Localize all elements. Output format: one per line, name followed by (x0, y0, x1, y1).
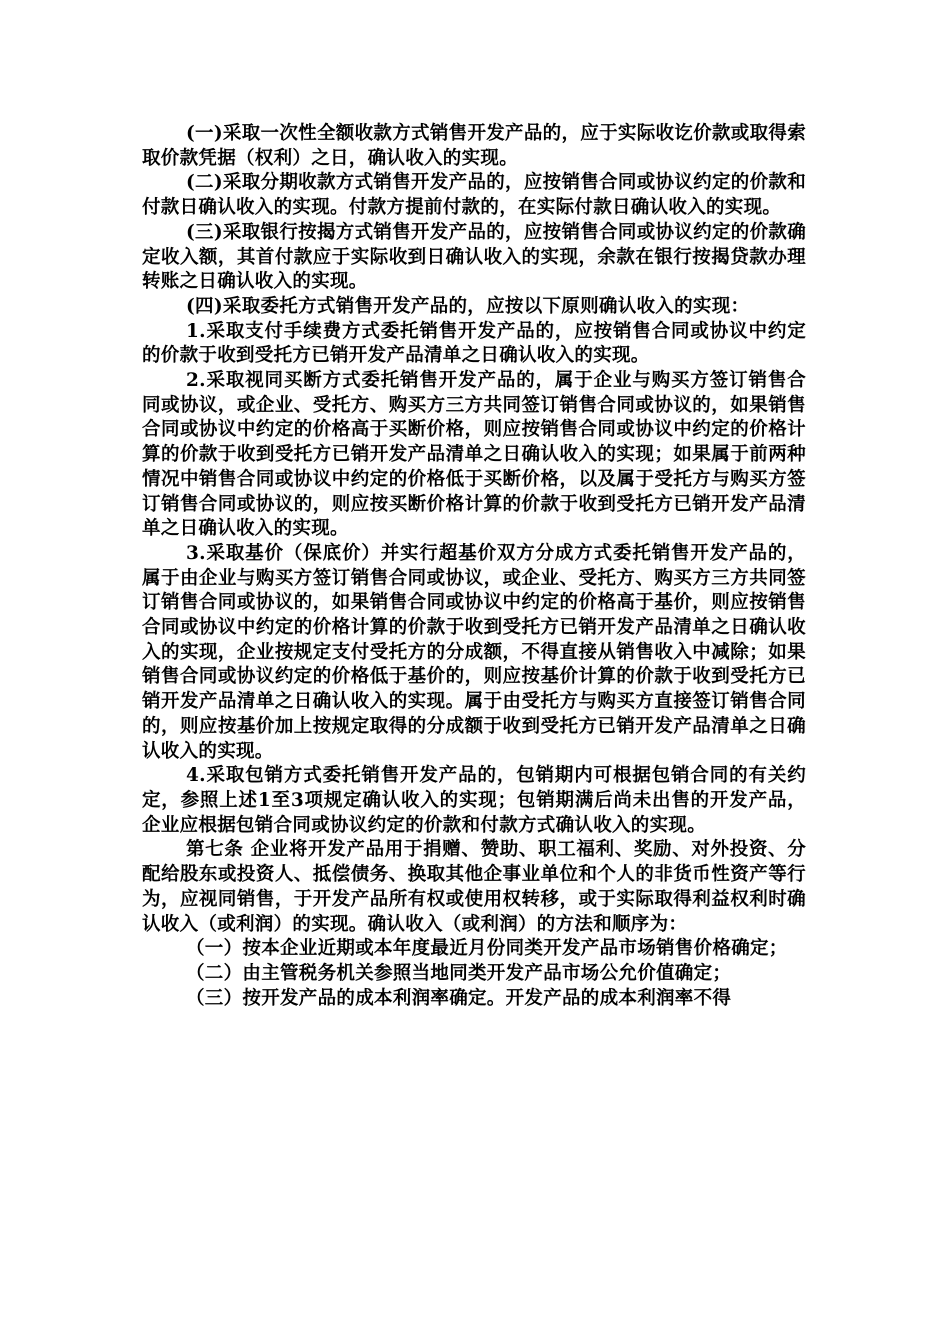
paragraph-consignment: (四)采取委托方式销售开发产品的，应按以下原则确认收入的实现： (186, 295, 750, 317)
paragraph-item-2: 2.采取视同买断方式委托销售开发产品的，属于企业与购买方签订销售合同或协议，或企业、受托方、购买方三方共同签订销售合同或协议的，如果销售合同或协议中约定的价格高于买断价格，则应按销售合同或协议中约定的价格计算的价款于收到受托方已销开发产品清单之日确认收入的实现；如果属于前两种情况中销售合同或协议中约定的价格低于买断价格，以及属于受托方与购买方签订销售合同或协议的，则应按买断价格计算的价款于收到受托方已销开发产品清单之日确认收入的实现。 (142, 370, 806, 540)
paragraph-item-4: 4.采取包销方式委托销售开发产品的，包销期内可根据包销合同的有关约定，参照上述1至3项规定确认收入的实现；包销期满后尚未出售的开发产品，企业应根据包销合同或协议约定的价款和付款方式确认收入的实现。 (142, 765, 806, 836)
document-body (142, 122, 806, 1011)
paragraph-item-3: 3.采取基价（保底价）并实行超基价双方分成方式委托销售开发产品的，属于由企业与购买方签订销售合同或协议，或企业、受托方、购买方三方共同签订销售合同或协议的，如果销售合同或协议中约定的价格高于基价，则应按销售合同或协议中约定的价格计算的价款于收到受托方已销开发产品清单之日确认收入的实现，企业按规定支付受托方的分成额，不得直接从销售收入中减除；如果销售合同或协议约定的价格低于基价的，则应按基价计算的价款于收到受托方已销开发产品清单之日确认收入的实现。属于由受托方与购买方直接签订销售合同的，则应按基价加上按规定取得的分成额于收到受托方已销开发产品清单之日确认收入的实现。 (142, 542, 806, 762)
paragraph-article-7: 第七条 企业将开发产品用于捐赠、赞助、职工福利、奖励、对外投资、分配给股东或投资人、抵偿债务、换取其他企事业单位和个人的非货币性资产等行为，应视同销售，于开发产品所有权或使用权转移，或于实际取得利益权利时确认收入（或利润）的实现。确认收入（或利润）的方法和顺序为： (142, 839, 806, 935)
paragraph-method-3: （三）按开发产品的成本利润率确定。开发产品的成本利润率不得 (186, 987, 732, 1009)
paragraph-mortgage: (三)采取银行按揭方式销售开发产品的，应按销售合同或协议约定的价款确定收入额，其首付款应于实际收到日确认收入的实现，余款在银行按揭贷款办理转账之日确认收入的实现。 (142, 221, 806, 293)
paragraph-method-1: （一）按本企业近期或本年度最近月份同类开发产品市场销售价格确定； (186, 938, 788, 960)
paragraph-item-1: 1.采取支付手续费方式委托销售开发产品的，应按销售合同或协议中约定的价款于收到受托方已销开发产品清单之日确认收入的实现。 (142, 320, 806, 367)
paragraph-method-2: （二）由主管税务机关参照当地同类开发产品市场公允价值确定； (186, 962, 732, 984)
paragraph-lump-sum: (一)采取一次性全额收款方式销售开发产品的，应于实际收讫价款或取得索取价款凭据（权利）之日，确认收入的实现。 (142, 123, 806, 169)
paragraph-installment: (二)采取分期收款方式销售开发产品的，应按销售合同或协议约定的价款和付款日确认收入的实现。付款方提前付款的，在实际付款日确认收入的实现。 (142, 172, 806, 219)
